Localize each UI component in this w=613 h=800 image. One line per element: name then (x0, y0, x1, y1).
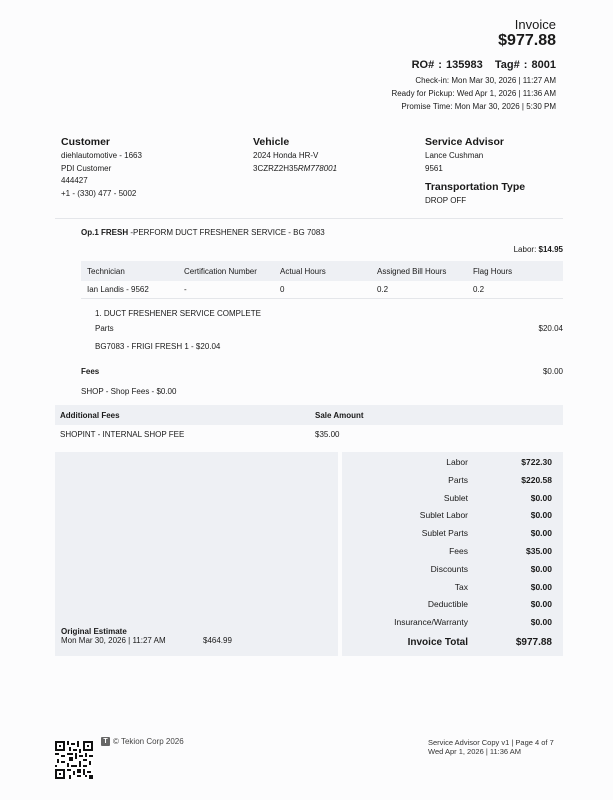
fees-label: Fees (81, 367, 100, 376)
vehicle-vin (253, 163, 337, 176)
tech-header-assigned: Assigned Bill Hours (377, 267, 447, 276)
total-value-sublet-labor: $0.00 (530, 510, 552, 520)
total-value-tax: $0.00 (530, 582, 552, 592)
customer-block (61, 136, 142, 200)
ro-value: 135983 (445, 59, 483, 71)
ro-label: RO# : (411, 59, 442, 71)
divider (55, 218, 563, 219)
op-labor (514, 245, 563, 254)
customer-type: PDI Customer (61, 163, 112, 173)
parts-amount: $20.04 (538, 324, 563, 333)
op-label: Op.1 FRESH (81, 228, 129, 237)
original-estimate-date: Mon Mar 30, 2026 | 11:27 AM (61, 636, 166, 645)
tech-header-flag: Flag Hours (473, 267, 513, 276)
total-label-sublet: Sublet (443, 493, 468, 503)
copy-info: Service Advisor Copy v1 | Page 4 of 7 (428, 738, 554, 747)
printed-date: Wed Apr 1, 2026 | 11:36 AM (428, 747, 521, 756)
tech-row-technician: Ian Landis - 9562 (87, 285, 149, 294)
op-labor-label: Labor: (513, 245, 537, 254)
advisor-heading: Service Advisor (425, 136, 504, 148)
total-value-sublet: $0.00 (530, 493, 552, 503)
ready-pickup-time: Ready for Pickup: Wed Apr 1, 2026 | 11:36 AM (391, 89, 556, 98)
op-desc: -PERFORM DUCT FRESHENER SERVICE - BG 7083 (128, 228, 325, 237)
check-in-time: Check-in: Mon Mar 30, 2026 | 11:27 AM (415, 76, 556, 85)
advisor-id: 9561 (425, 163, 443, 173)
advisor-name: Lance Cushman (425, 151, 484, 160)
operation-title (81, 228, 325, 237)
vehicle-heading: Vehicle (253, 136, 290, 148)
op-labor-value: $14.95 (538, 245, 563, 254)
divider (81, 298, 563, 299)
tech-row-actual: 0 (280, 285, 285, 294)
fees-amount: $0.00 (542, 367, 563, 376)
total-value-fees: $35.00 (526, 546, 552, 556)
parts-label: Parts (95, 324, 114, 333)
customer-number: 444427 (61, 176, 88, 185)
total-label-fees: Fees (449, 546, 468, 556)
transport-value: DROP OFF (425, 196, 467, 205)
total-value-discounts: $0.00 (530, 564, 552, 574)
part-line: BG7083 - FRIGI FRESH 1 - $20.04 (95, 342, 221, 351)
vehicle-model: 2024 Honda HR-V (253, 151, 319, 160)
total-label-tax: Tax (454, 582, 468, 592)
total-value-deductible: $0.00 (530, 599, 552, 609)
total-label-sublet-parts: Sublet Parts (421, 528, 468, 538)
total-value-parts: $220.58 (521, 475, 552, 485)
total-value-labor: $722.30 (521, 457, 552, 467)
total-label-deductible: Deductible (427, 599, 468, 609)
additional-fee-row-label: SHOPINT - INTERNAL SHOP FEE (60, 430, 185, 439)
total-label-sublet-labor: Sublet Labor (419, 510, 468, 520)
tech-row-cert: - (184, 285, 187, 294)
sale-amount-label: Sale Amount (315, 411, 364, 420)
advisor-block (425, 136, 525, 208)
tekion-logo-icon: T (101, 737, 110, 746)
total-label-parts: Parts (448, 475, 468, 485)
additional-fees-label: Additional Fees (60, 411, 120, 420)
vin-prefix: 3CZRZ2H35 (253, 163, 298, 173)
total-value-insurance-warranty: $0.00 (530, 617, 552, 627)
invoice-amount: $977.88 (498, 32, 556, 49)
total-label-labor: Labor (446, 457, 468, 467)
invoice-total-value: $977.88 (515, 637, 552, 648)
copyright (101, 737, 184, 746)
tech-row-flag: 0.2 (473, 285, 485, 294)
fee-line: SHOP - Shop Fees - $0.00 (81, 387, 177, 396)
tech-header-actual: Actual Hours (280, 267, 326, 276)
invoice-title: Invoice (514, 17, 556, 32)
job-line: 1. DUCT FRESHENER SERVICE COMPLETE (95, 309, 261, 318)
copyright-text: © Tekion Corp 2026 (113, 737, 184, 746)
original-estimate-amount: $464.99 (203, 636, 232, 645)
ro-tag-line (412, 59, 556, 71)
qr-code-icon (55, 741, 93, 779)
promise-time: Promise Time: Mon Mar 30, 2026 | 5:30 PM (401, 102, 556, 111)
total-label-discounts: Discounts (430, 564, 468, 574)
transport-heading: Transportation Type (425, 181, 526, 193)
tech-row-assigned: 0.2 (377, 285, 389, 294)
additional-fees-header-band (55, 405, 563, 425)
tech-header-cert: Certification Number (184, 267, 257, 276)
tag-value: 8001 (531, 59, 556, 71)
customer-heading: Customer (61, 136, 111, 148)
total-value-sublet-parts: $0.00 (530, 528, 552, 538)
invoice-total-label: Invoice Total (407, 637, 468, 648)
original-estimate-label: Original Estimate (61, 627, 127, 636)
vin-suffix: RM778001 (297, 163, 338, 173)
vehicle-block (253, 136, 337, 175)
additional-fee-row-amount: $35.00 (315, 430, 340, 439)
estimate-panel (55, 452, 338, 656)
total-label-insurance-warranty: Insurance/Warranty (394, 617, 468, 627)
customer-name: diehlautomotive - 1663 (61, 151, 142, 160)
tech-header-technician: Technician (87, 267, 125, 276)
customer-phone: +1 - (330) 477 - 5002 (61, 188, 137, 198)
tag-label: Tag# : (494, 59, 528, 71)
